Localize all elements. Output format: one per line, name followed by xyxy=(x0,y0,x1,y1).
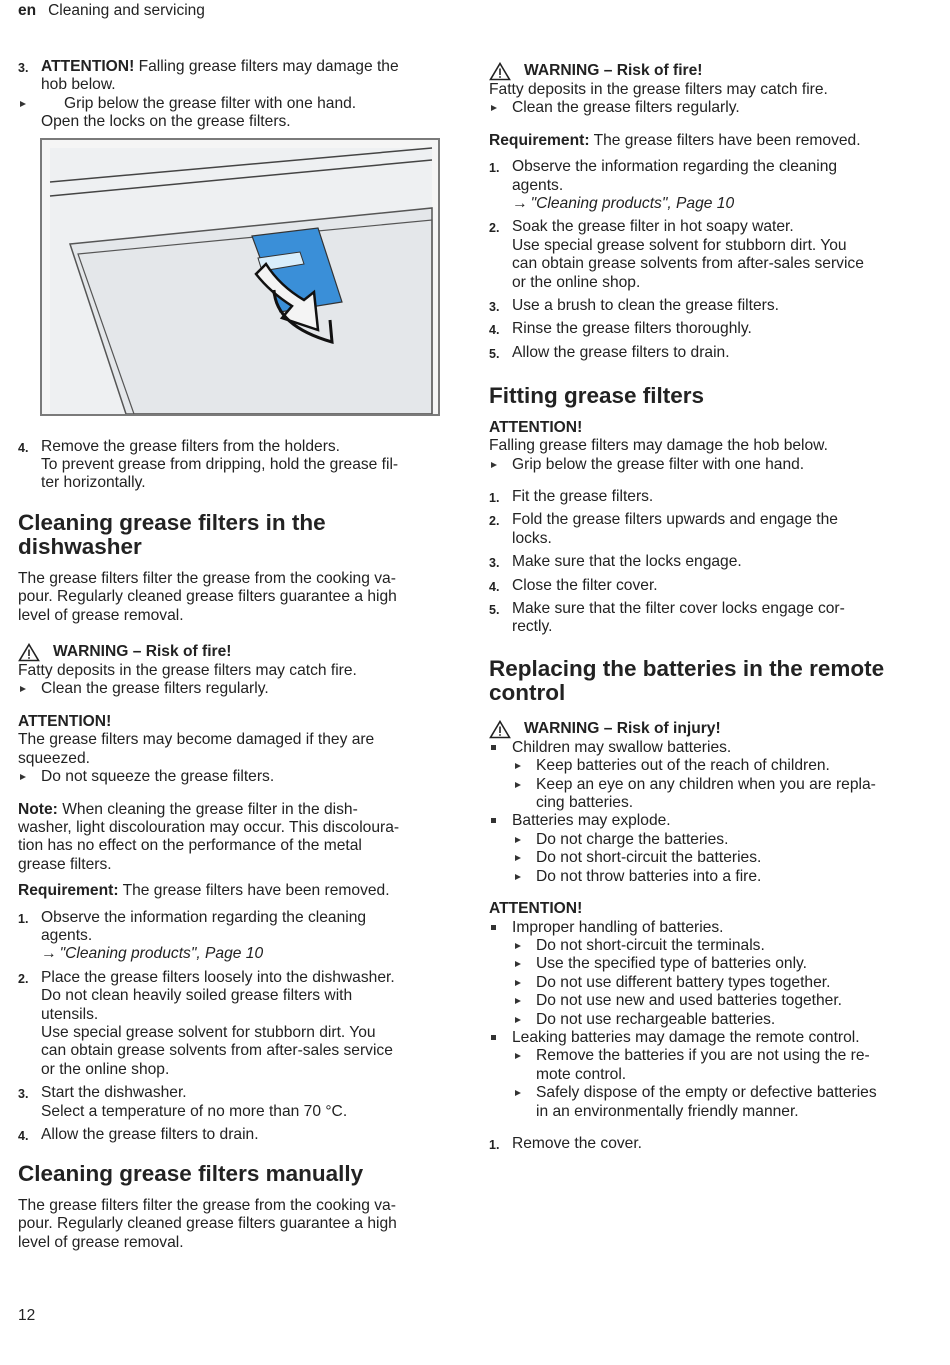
action-item: Grip below the grease filter with one hand. xyxy=(18,95,443,113)
warning-icon xyxy=(489,720,511,739)
fitting-attention: ATTENTION! Falling grease filters may damage the hob below. Grip below the grease filter with one hand. xyxy=(489,419,919,474)
right-column xyxy=(489,62,919,1158)
battery-step-1: 1. Remove the cover. xyxy=(489,1134,643,1152)
heading-manual: Cleaning grease filters manually xyxy=(18,1161,364,1187)
step-3: 3. ATTENTION! Falling grease filters may damage the hob below. Grip below the grease filter with one hand. Open the locks on the grease filters. xyxy=(18,58,443,132)
manual-step-5: 5. Allow the grease filters to drain. xyxy=(489,343,730,361)
language-code: en xyxy=(18,2,37,19)
cross-reference-link[interactable]: → "Cleaning products", Page 10 xyxy=(512,195,735,213)
fitting-step-1: 1. Fit the grease filters. xyxy=(489,488,654,505)
injury-warning: WARNING – Risk of injury! Children may swallow batteries. Keep batteries out of the reach of children. Keep an eye on any children when you are repla- cing batteries. Batteries may explode. Do not charge the batteries. Do not short-circuit the batteries. Do not throw batteries into a fire. xyxy=(489,720,919,886)
heading-batteries: Replacing the batteries in the remote control xyxy=(489,655,885,706)
grease-filter-illustration xyxy=(40,138,440,416)
heading-fitting: Fitting grease filters xyxy=(489,383,705,409)
manual-step-2: 2. Soak the grease filter in hot soapy water. Use special grease solvent for stubborn dirt. You can obtain grease solvents from after-sales service or the online shop. xyxy=(489,218,864,291)
cross-reference-link[interactable]: → "Cleaning products", Page 10 xyxy=(41,945,264,963)
step-number: 3. xyxy=(18,61,29,75)
squeeze-attention: ATTENTION! The grease filters may become damaged if they are squeezed. Do not squeeze the grease filters. xyxy=(18,713,443,787)
page-number: 12 xyxy=(18,1307,36,1324)
step-4: 4. Remove the grease filters from the holders. To prevent grease from dripping, hold the grease fil- ter horizontally. xyxy=(18,437,399,492)
attention-label: ATTENTION! xyxy=(41,58,135,75)
fire-warning: WARNING – Risk of fire! Fatty deposits in the grease filters may catch fire. Clean the grease filters regularly. xyxy=(18,643,443,699)
warning-icon xyxy=(18,643,40,662)
fitting-step-5: 5. Make sure that the filter cover locks engage cor- rectly. xyxy=(489,600,845,636)
manual-intro: The grease filters filter the grease from the cooking va- pour. Regularly cleaned grease filters guarantee a high level of grease removal. xyxy=(18,1196,397,1251)
manual-fire-warning: WARNING – Risk of fire! Fatty deposits in the grease filters may catch fire. Clean the grease filters regularly. xyxy=(489,62,919,118)
dishwasher-step-4: 4. Allow the grease filters to drain. xyxy=(18,1126,259,1143)
left-column xyxy=(18,58,443,1260)
manual-requirement: Requirement: The grease filters have been removed. xyxy=(489,131,861,149)
fitting-step-2: 2. Fold the grease filters upwards and engage the locks. xyxy=(489,511,838,547)
dishwasher-step-3: 3. Start the dishwasher. Select a temperature of no more than 70 °C. xyxy=(18,1084,348,1120)
requirement: Requirement: The grease filters have been removed. xyxy=(18,882,390,900)
dishwasher-intro: The grease filters filter the grease from the cooking va- pour. Regularly cleaned grease filters guarantee a high level of grease removal. xyxy=(18,569,397,624)
dishwasher-step-1: 1. Observe the information regarding the cleaning agents. → "Cleaning products", Page 10 xyxy=(18,909,443,964)
dishwasher-step-2: 2. Place the grease filters loosely into the dishwasher. Do not clean heavily soiled grease filters with utensils. Use special grease solvent for stubborn dirt. You can obtain grease solvents from after-sales service or the online shop. xyxy=(18,968,395,1078)
illustration-svg xyxy=(42,140,438,414)
manual-step-4: 4. Rinse the grease filters thoroughly. xyxy=(489,320,752,338)
manual-step-1: 1. Observe the information regarding the cleaning agents. → "Cleaning products", Page 10 xyxy=(489,158,919,213)
battery-attention: ATTENTION! Improper handling of batteries. Do not short-circuit the terminals. Use the specified type of batteries only. Do not use different battery types together. Do not use new and used batteries together. Do not use rechargeable batteries. Leaking batteries may damage the remote control. Remove the batteries if you are not using the re- mote control. Safely dispose of the empty or defective batteries in an environmentally friendly manner. xyxy=(489,900,919,1121)
heading-dishwasher: Cleaning grease filters in the dishwasher xyxy=(18,509,326,560)
fitting-step-4: 4. Close the filter cover. xyxy=(489,576,658,594)
note: Note: When cleaning the grease filter in the dish- washer, light discolouration may occur. This discoloura- tion has no effect on the performance of the metal grease filters. xyxy=(18,800,400,873)
fitting-step-3: 3. Make sure that the locks engage. xyxy=(489,553,742,571)
manual-step-3: 3. Use a brush to clean the grease filters. xyxy=(489,297,779,315)
page-header xyxy=(18,2,205,20)
section-title: Cleaning and servicing xyxy=(48,2,205,19)
warning-icon xyxy=(489,62,511,81)
